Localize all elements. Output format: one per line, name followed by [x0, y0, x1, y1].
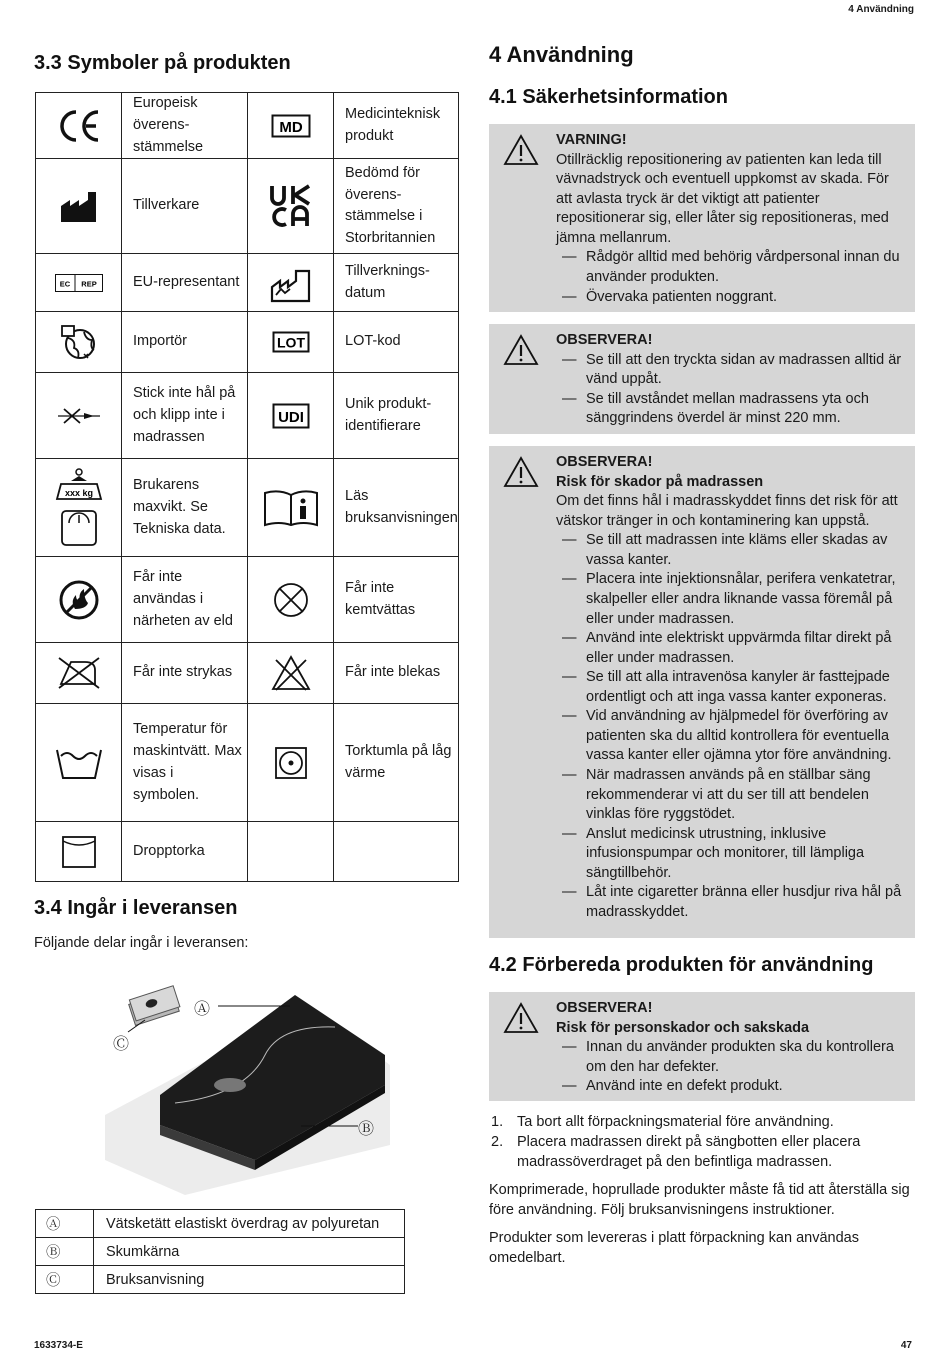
list-item: — Anslut medicinsk utrustning, inklusive infusionspumpar och monitorer, till lämpliga sängtillbehör. [556, 825, 907, 884]
symbol-label: Tillverkningsdatum [334, 254, 459, 312]
drip-dry-icon [36, 822, 122, 882]
symbol-label: Får inte kemtvättas [334, 557, 459, 643]
notice-label: OBSERVERA! [556, 1000, 653, 1016]
list-item: — Se till avståndet mellan madrassens yta och sänggrindens överdel är minst 220 mm. [556, 390, 907, 429]
page-number: 47 [900, 1340, 912, 1351]
list-item: — Placera inte injektionsnålar, perifera venkatetrar, skalpeller eller andra liknande vassa föremål på eller under madrassen. [556, 570, 907, 629]
list-item: — Använd inte elektriskt uppvärmda filtar direkt på eller under madrassen. [556, 629, 907, 668]
list-item: — Se till att alla intravenösa kanyler är fasttejpade ordentligt och att inga vassa kanter exponeras. [556, 668, 907, 707]
step-text: Ta bort allt förpackningsmaterial före användning. [517, 1114, 834, 1130]
manufacturer-icon [36, 159, 122, 254]
symbol-label: EU-representant [122, 254, 248, 312]
tumble-dry-low-icon [248, 704, 334, 822]
manufacturing-date-icon [248, 254, 334, 312]
symbol-label: Medicinteknisk produkt [334, 93, 459, 159]
list-item: — Rådgör alltid med behörig vårdpersonal innan du använder produkten. [556, 248, 907, 287]
ec-rep-icon-ec: EC [59, 279, 70, 289]
read-manual-icon [248, 459, 334, 557]
ec-rep-icon-rep: REP [80, 279, 97, 289]
symbol-label: Stick inte hål på och klipp inte i madrassen [122, 373, 248, 459]
symbol-label: Importör [122, 312, 248, 373]
ec-rep-icon [36, 254, 122, 312]
lot-icon-text: LOT [276, 334, 305, 351]
symbol-label: Unik produkt-identifierare [334, 373, 459, 459]
section-3-4-title: 3.4 Ingår i leveransen [34, 897, 238, 919]
table-row [36, 159, 459, 254]
footer-doc-id: 1633734-E [34, 1340, 83, 1351]
table-row [36, 1238, 405, 1266]
section-4-1-title: 4.1 Säkerhetsinformation [489, 86, 728, 108]
symbol-label: Tillverkare [122, 159, 248, 254]
no-bleach-icon [248, 643, 334, 704]
notice-subtitle: Risk för personskador och sakskada [556, 1019, 810, 1036]
item-text: Bruksanvisning [94, 1266, 405, 1294]
table-row [36, 373, 459, 459]
symbol-label: Får inte strykas [122, 643, 248, 704]
warning-icon [503, 134, 539, 166]
no-dry-clean-icon [248, 557, 334, 643]
warning-icon [503, 1002, 539, 1034]
list-item [489, 1112, 909, 1132]
notice-label: OBSERVERA! [556, 454, 653, 470]
warning-icon [503, 456, 539, 488]
section-3-4-intro: Följande delar ingår i leveransen: [34, 935, 249, 951]
do-not-pierce-icon [36, 373, 122, 459]
notice-list [556, 351, 907, 429]
symbol-label: Får inte blekas [334, 643, 459, 704]
max-weight-icon [36, 459, 122, 557]
callout-b: Ⓑ [358, 1121, 375, 1138]
list-item: — När madrassen används på en ställbar säng rekommenderar vi att du ser till att bendelen vinklas före ryggstödet. [556, 766, 907, 825]
table-row [36, 822, 459, 882]
symbol-label: Läs bruksanvisningen [334, 459, 459, 557]
symbol-label: Temperatur för maskintvätt. Max visas i symbolen. [122, 704, 248, 822]
md-icon [248, 93, 334, 159]
symbol-label: Dropptorka [122, 822, 248, 882]
item-text: Skumkärna [94, 1238, 405, 1266]
notice-subtitle: Risk för skador på madrassen [556, 473, 764, 490]
notice-list [556, 531, 907, 922]
empty-cell [334, 822, 459, 882]
section-4-2-title: 4.2 Förbereda produkten för användning [489, 954, 874, 976]
table-row [36, 254, 459, 312]
callout-c: Ⓒ [113, 1036, 130, 1053]
list-item: — Vid användning av hjälpmedel för överföring av patienten ska du alltid kontrollera för eventuella vassa kanter eller ojämna ytor före användning. [556, 707, 907, 766]
ce-mark-icon [36, 93, 122, 159]
udi-icon [248, 373, 334, 459]
delivery-illustration [105, 985, 395, 1200]
table-row [36, 704, 459, 822]
table-row [36, 312, 459, 373]
list-item: — Se till att madrassen inte kläms eller skadas av vassa kanter. [556, 531, 907, 570]
item-letter: Ⓑ [36, 1238, 94, 1266]
table-row [36, 1210, 405, 1238]
notice-list [556, 1038, 907, 1097]
symbol-label: Europeisk överensstämmelse [122, 93, 248, 159]
empty-cell [248, 822, 334, 882]
item-letter: Ⓐ [36, 1210, 94, 1238]
steps-list [489, 1112, 909, 1172]
table-row [36, 93, 459, 159]
importer-icon [36, 312, 122, 373]
notice-box-3 [489, 992, 915, 1101]
list-item: — Se till att den tryckta sidan av madrassen alltid är vänd uppåt. [556, 351, 907, 390]
warning-label: VARNING! [556, 132, 627, 148]
list-item: — Använd inte en defekt produkt. [556, 1077, 907, 1097]
warning-text: Otillräcklig repositionering av patienten kan leda till vävnadstryck och eventuell uppkomst av skada. För att avlasta tryck är det viktigt att patienter repositionerar sig, eller låter sig repositioneras, med jämna mellanrum. [556, 151, 889, 246]
item-text: Vätsketätt elastiskt överdrag av polyuretan [94, 1210, 405, 1238]
warning-box [489, 124, 915, 312]
symbol-label: Brukarens maxvikt. Se Tekniska data. [122, 459, 248, 557]
running-header: 4 Användning [848, 4, 914, 15]
ukca-icon [248, 159, 334, 254]
svg-text:MD: MD [278, 118, 303, 136]
step-number: 1. [491, 1114, 504, 1130]
no-iron-icon [36, 643, 122, 704]
lot-icon [248, 312, 334, 373]
no-fire-icon [36, 557, 122, 643]
item-letter: Ⓒ [36, 1266, 94, 1294]
table-row [36, 459, 459, 557]
symbol-label: Får inte användas i närheten av eld [122, 557, 248, 643]
list-item [489, 1132, 909, 1172]
chapter-title: 4 Användning [489, 42, 634, 67]
warning-icon [503, 334, 539, 366]
table-row [36, 1266, 405, 1294]
paragraph: Komprimerade, hoprullade produkter måste få tid att återställa sig före användning. Följ bruksanvisningens instruktioner. [489, 1182, 910, 1218]
step-number: 2. [491, 1134, 504, 1150]
list-item: — Innan du använder produkten ska du kontrollera om den har defekter. [556, 1038, 907, 1077]
notice-box-2 [489, 446, 915, 938]
notice-box-1 [489, 324, 915, 434]
list-item: — Låt inte cigaretter bränna eller husdjur riva hål på madrasskyddet. [556, 883, 907, 922]
step-text: Placera madrassen direkt på sängbotten eller placera madrassöverdraget på den befintliga madrassen. [517, 1134, 861, 1170]
symbol-label: LOT-kod [334, 312, 459, 373]
warning-list [556, 248, 907, 307]
table-row [36, 643, 459, 704]
paragraph: Produkter som levereras i platt förpackning kan användas omedelbart. [489, 1230, 859, 1266]
udi-icon-text: UDI [277, 408, 304, 426]
max-weight-icon-text: xxx kg [64, 487, 93, 498]
notice-label: OBSERVERA! [556, 332, 653, 348]
symbol-label: Bedömd för överensstämmelse i Storbritannien [334, 159, 459, 254]
callout-a: Ⓐ [194, 1001, 211, 1018]
notice-text: Om det finns hål i madrasskyddet finns det risk för att vätskor tränger in och kontaminering kan uppstå. [556, 493, 898, 529]
delivery-table [35, 1209, 405, 1294]
list-item: — Övervaka patienten noggrant. [556, 288, 907, 308]
table-row [36, 557, 459, 643]
symbol-label: Torktumla på låg värme [334, 704, 459, 822]
symbols-table [35, 92, 459, 882]
machine-wash-icon [36, 704, 122, 822]
section-3-3-title: 3.3 Symboler på produkten [34, 52, 291, 74]
